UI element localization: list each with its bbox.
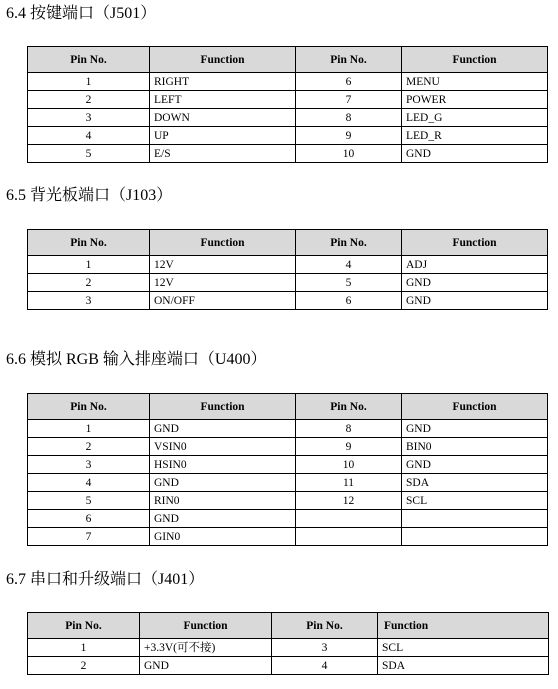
pin-table-j401 [27, 612, 549, 675]
header-pin-no: Pin No. [296, 394, 402, 420]
pin-function: POWER [402, 91, 548, 109]
header-function: Function [402, 394, 548, 420]
pin-function: GND [150, 510, 296, 528]
pin-number: 2 [28, 274, 150, 292]
table-row [28, 73, 548, 91]
pin-function: GND [150, 474, 296, 492]
pin-function: GND [402, 456, 548, 474]
pin-table-u400 [27, 393, 548, 546]
pin-function: +3.3V(可不接) [140, 639, 272, 657]
section-title-j103: 6.5 背光板端口（J103） [6, 187, 173, 204]
pin-function: RIN0 [150, 492, 296, 510]
pin-number: 10 [296, 145, 402, 163]
pin-function: 12V [150, 274, 296, 292]
table-row [28, 492, 548, 510]
pin-function: MENU [402, 73, 548, 91]
pin-function: ADJ [402, 256, 548, 274]
pin-number: 1 [28, 73, 150, 91]
pin-function: GND [402, 420, 548, 438]
pin-number: 6 [296, 73, 402, 91]
header-function: Function [150, 47, 296, 73]
pin-number: 8 [296, 420, 402, 438]
pin-number: 3 [28, 109, 150, 127]
pin-number: 11 [296, 474, 402, 492]
pin-number: 4 [28, 127, 150, 145]
pin-function: SDA [378, 657, 549, 675]
pin-number [296, 510, 402, 528]
pin-function: LED_G [402, 109, 548, 127]
pin-number: 5 [28, 145, 150, 163]
pin-function: RIGHT [150, 73, 296, 91]
table-header-row [28, 230, 548, 256]
pin-function: 12V [150, 256, 296, 274]
pin-function: GND [402, 292, 548, 310]
header-pin-no: Pin No. [28, 47, 150, 73]
pin-number: 5 [296, 274, 402, 292]
header-pin-no: Pin No. [296, 230, 402, 256]
header-function: Function [402, 47, 548, 73]
pin-number: 2 [28, 438, 150, 456]
pin-number: 2 [28, 657, 140, 675]
pin-function: BIN0 [402, 438, 548, 456]
table-row [28, 109, 548, 127]
table-row [28, 510, 548, 528]
pin-function: UP [150, 127, 296, 145]
table-row [28, 438, 548, 456]
pin-table-j103 [27, 229, 548, 310]
pin-number: 10 [296, 456, 402, 474]
pin-function: SCL [378, 639, 549, 657]
header-pin-no: Pin No. [296, 47, 402, 73]
pin-number: 12 [296, 492, 402, 510]
pin-number: 6 [28, 510, 150, 528]
table-row [28, 145, 548, 163]
pin-number: 7 [296, 91, 402, 109]
pin-table-j501 [27, 46, 548, 163]
pin-function: SCL [402, 492, 548, 510]
pin-number: 1 [28, 420, 150, 438]
pin-number: 4 [296, 256, 402, 274]
pin-number: 3 [28, 456, 150, 474]
pin-function: HSIN0 [150, 456, 296, 474]
pin-function [402, 510, 548, 528]
table-row [28, 292, 548, 310]
pin-number: 1 [28, 639, 140, 657]
table-row [28, 528, 548, 546]
pin-number: 3 [272, 639, 378, 657]
header-function: Function [378, 613, 549, 639]
section-title-j501: 6.4 按键端口（J501） [6, 5, 157, 22]
section-title-u400: 6.6 模拟 RGB 输入排座端口（U400） [6, 351, 267, 368]
pin-function: LEFT [150, 91, 296, 109]
table-row [28, 127, 548, 145]
pin-number: 6 [296, 292, 402, 310]
pin-function: GIN0 [150, 528, 296, 546]
pin-number: 9 [296, 438, 402, 456]
header-function: Function [150, 394, 296, 420]
table-header-row [28, 613, 549, 639]
pin-function: GND [140, 657, 272, 675]
table-row [28, 256, 548, 274]
pin-function [402, 528, 548, 546]
table-row [28, 91, 548, 109]
pin-number: 3 [28, 292, 150, 310]
pin-number: 1 [28, 256, 150, 274]
pin-function: GND [402, 274, 548, 292]
pin-function: GND [150, 420, 296, 438]
pin-function: DOWN [150, 109, 296, 127]
pin-number [296, 528, 402, 546]
header-pin-no: Pin No. [272, 613, 378, 639]
pin-function: ON/OFF [150, 292, 296, 310]
table-row [28, 420, 548, 438]
table-row [28, 657, 549, 675]
header-pin-no: Pin No. [28, 613, 140, 639]
table-row [28, 456, 548, 474]
pin-number: 9 [296, 127, 402, 145]
table-header-row [28, 47, 548, 73]
pin-number: 4 [272, 657, 378, 675]
section-title-j401: 6.7 串口和升级端口（J401） [6, 571, 205, 588]
pin-function: LED_R [402, 127, 548, 145]
pin-function: GND [402, 145, 548, 163]
pin-number: 8 [296, 109, 402, 127]
header-function: Function [140, 613, 272, 639]
pin-number: 2 [28, 91, 150, 109]
header-pin-no: Pin No. [28, 394, 150, 420]
pin-number: 5 [28, 492, 150, 510]
table-row [28, 274, 548, 292]
table-row [28, 474, 548, 492]
pin-function: SDA [402, 474, 548, 492]
header-pin-no: Pin No. [28, 230, 150, 256]
table-row [28, 639, 549, 657]
header-function: Function [402, 230, 548, 256]
header-function: Function [150, 230, 296, 256]
pin-number: 7 [28, 528, 150, 546]
pin-function: E/S [150, 145, 296, 163]
pin-function: VSIN0 [150, 438, 296, 456]
table-header-row [28, 394, 548, 420]
pin-number: 4 [28, 474, 150, 492]
